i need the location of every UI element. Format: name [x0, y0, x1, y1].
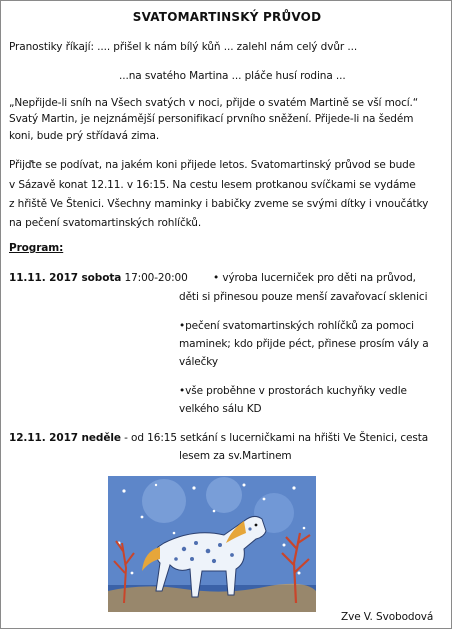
day1-item2-line-2: maminek; kdo přijde péct, přinese prosím vály a	[179, 338, 429, 350]
painting-cloud	[142, 479, 186, 523]
day1-item2-line-1: •pečení svatomartinských rohlíčků za pomoci	[179, 320, 414, 332]
invitation-line-2: v Sázavě konat 12.11. v 16:15. Na cestu lesem protkanou svíčkami se vydáme	[9, 179, 416, 191]
day1-item3-line-2: velkého sálu KD	[179, 403, 262, 415]
quote-line-3: koni, bude prý střídavá zima.	[9, 130, 160, 142]
day1-heading	[9, 271, 188, 285]
flyer-title: SVATOMARTINSKÝ PRŮVOD	[132, 10, 322, 24]
sayings-line-2: ...na svatého Martina ... pláče husí rodina ...	[119, 70, 346, 82]
program-heading: Program:	[9, 242, 64, 254]
quote-line-2: Svatý Martin, je nejznámější personifikací prvního sněžení. Přijede-li na šedém	[9, 113, 414, 125]
signature: Zve V. Svobodová	[341, 611, 434, 623]
day1-item2-line-3: válečky	[179, 356, 219, 368]
invitation-line-4: na pečení svatomartinských rohlíčků.	[9, 217, 202, 229]
horse-eye	[255, 524, 258, 527]
day1-date: 11.11. 2017 sobota	[9, 272, 122, 284]
invitation-line-1: Přijďte se podívat, na jakém koni přijede letos. Svatomartinský průvod se bude	[9, 159, 416, 171]
sayings-line-1: Pranostiky říkají: .... přišel k nám bílý kůň ... zalehl nám celý dvůr ...	[9, 41, 358, 53]
horse-painting	[104, 473, 320, 616]
day1-item1-line-2: děti si přinesou pouze menší zavařovací sklenici	[179, 291, 428, 303]
day1-time: 17:00-20:00	[124, 272, 188, 284]
day2-text: - od 16:15 setkání s lucerničkami na hřišti Ve Štenici, cesta	[120, 432, 429, 444]
day2-line-2: lesem za sv.Martinem	[179, 450, 292, 462]
day1-item1-line-1: • výroba lucerniček pro děti na průvod,	[213, 272, 416, 284]
day1-item3-line-1: •vše proběhne v prostorách kuchyňky vedle	[179, 385, 407, 397]
day2-line-1	[9, 431, 428, 445]
painting-cloud	[206, 477, 242, 513]
day2-date: 12.11. 2017 neděle	[9, 432, 121, 444]
invitation-line-3: z hřiště Ve Štenici. Všechny maminky i babičky zveme se svými dítky i vnoučátky	[9, 198, 429, 210]
quote-line-1: „Nepřijde-li sníh na Všech svatých v noci, přijde o svatém Martině se vší mocí.“	[9, 97, 419, 109]
